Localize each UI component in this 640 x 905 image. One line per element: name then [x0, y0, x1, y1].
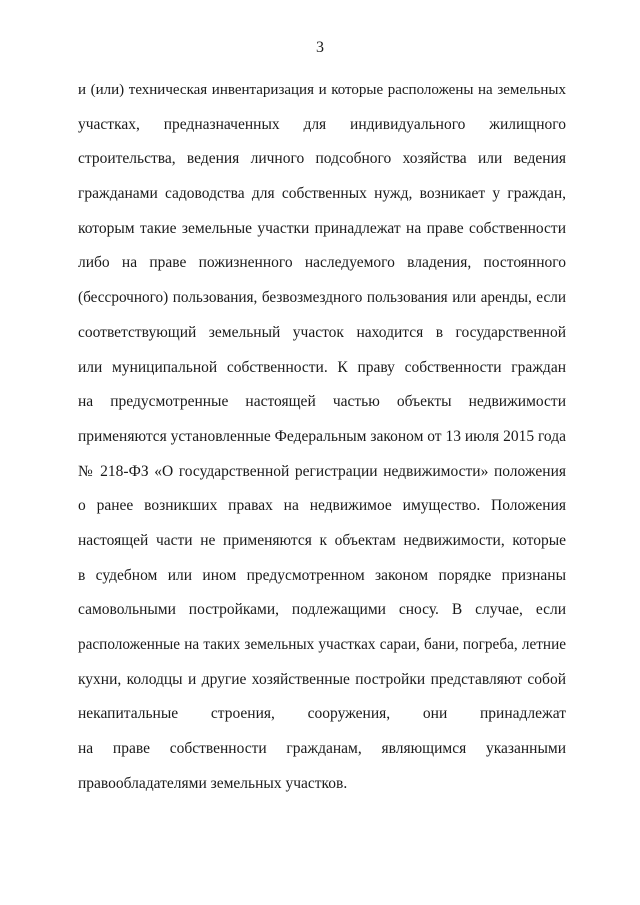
- text-line: либо на праве пожизненного наследуемого владения, постоянного: [78, 254, 566, 272]
- text-line: строительства, ведения личного подсобного хозяйства или ведения: [78, 150, 566, 168]
- text-line: на предусмотренные настоящей частью объекты недвижимости: [78, 393, 566, 411]
- text-line: (бессрочного) пользования, безвозмездного пользования или аренды, если: [78, 289, 566, 307]
- body-paragraph: [78, 76, 566, 804]
- text-line: или муниципальной собственности. К праву собственности граждан: [78, 358, 566, 376]
- text-line: применяются установленные Федеральным законом от 13 июля 2015 года: [78, 427, 566, 445]
- text-line: о ранее возникших правах на недвижимое имущество. Положения: [78, 497, 566, 515]
- text-line: соответствующий земельный участок находится в государственной: [78, 323, 566, 341]
- text-line: самовольными постройками, подлежащими сносу. В случае, если: [78, 601, 566, 619]
- text-line: некапитальные строения, сооружения, они принадлежат: [78, 705, 566, 723]
- text-line: правообладателями земельных участков.: [78, 774, 348, 792]
- text-line: гражданами садоводства для собственных нужд, возникает у граждан,: [78, 185, 566, 203]
- text-line: расположенные на таких земельных участках сараи, бани, погреба, летние: [78, 636, 566, 653]
- text-line: № 218-ФЗ «О государственной регистрации недвижимости» положения: [78, 462, 566, 480]
- text-line: кухни, колодцы и другие хозяйственные постройки представляют собой: [78, 670, 566, 688]
- text-line: на праве собственности гражданам, являющимся указанными: [78, 740, 566, 758]
- text-line: настоящей части не применяются к объектам недвижимости, которые: [78, 531, 566, 549]
- text-line: участках, предназначенных для индивидуального жилищного: [78, 115, 566, 133]
- text-line: которым такие земельные участки принадлежат на праве собственности: [78, 219, 566, 237]
- text-line: и (или) техническая инвентаризация и которые расположены на земельных: [78, 82, 566, 98]
- text-line: в судебном или ином предусмотренном законом порядке признаны: [78, 566, 566, 584]
- page-number: 3: [316, 39, 324, 56]
